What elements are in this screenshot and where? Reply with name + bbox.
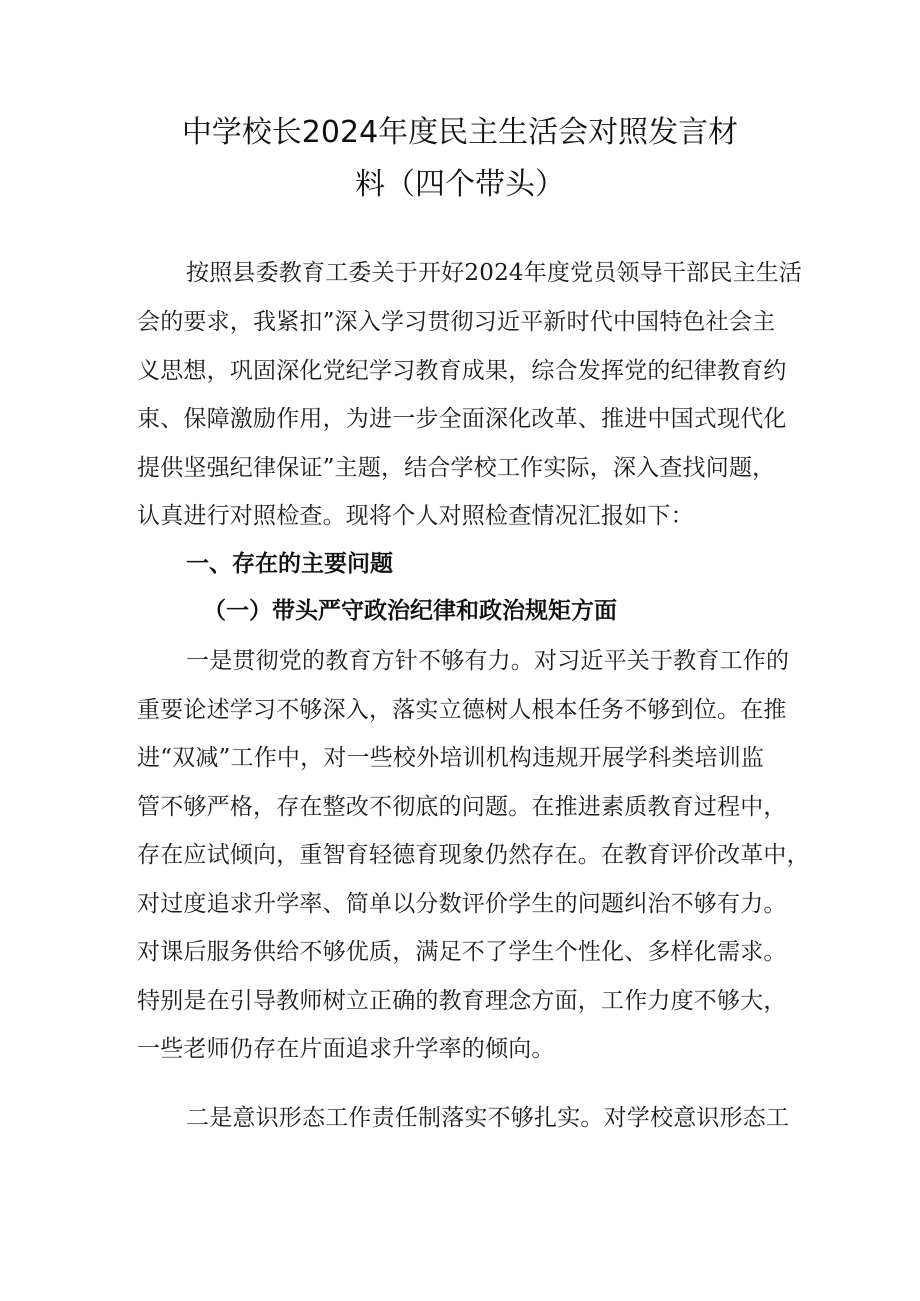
intro-paragraph-line: 提供坚强纪律保证”主题，结合学校工作实际，深入查找问题， — [137, 455, 776, 481]
point-one-line: 一些老师仍存在片面追求升学率的倾向。 — [137, 1036, 555, 1062]
subsection-heading: （一）带头严守政治纪律和政治规矩方面 — [203, 598, 617, 624]
intro-paragraph-line: 认真进行对照检查。现将个人对照检查情况汇报如下： — [137, 503, 694, 529]
intro-paragraph-line: 义思想，巩固深化党纪学习教育成果，综合发挥党的纪律教育约 — [137, 358, 787, 384]
point-one-line: 对课后服务供给不够优质，满足不了学生个性化、多样化需求。 — [137, 939, 787, 965]
intro-paragraph-line: 束、保障激励作用，为进一步全面深化改革、推进中国式现代化 — [137, 406, 787, 432]
section-heading: 一、存在的主要问题 — [186, 551, 393, 577]
point-one-line: 一是贯彻党的教育方针不够有力。对习近平关于教育工作的 — [186, 648, 790, 674]
intro-paragraph-line: 按照县委教育工委关于开好2024年度党员领导干部民主生活 — [186, 260, 803, 286]
point-two-line: 二是意识形态工作责任制落实不够扎实。对学校意识形态工 — [186, 1105, 790, 1131]
point-one-line: 存在应试倾向，重智育轻德育现象仍然存在。在教育评价改革中， — [137, 842, 810, 868]
point-one-line: 特别是在引导教师树立正确的教育理念方面，工作力度不够大， — [137, 988, 787, 1014]
point-one-line: 管不够严格，存在整改不彻底的问题。在推进素质教育过程中， — [137, 794, 787, 820]
intro-paragraph-line: 会的要求，我紧扣”深入学习贯彻习近平新时代中国特色社会主 — [137, 309, 776, 335]
document-title-line-1: 中学校长2024年度民主生活会对照发言材 — [181, 115, 739, 150]
document-title-line-2: 料（四个带头） — [355, 167, 565, 202]
point-one-line: 对过度追求升学率、简单以分数评价学生的问题纠治不够有力。 — [137, 891, 787, 917]
point-one-line: 重要论述学习不够深入，落实立德树人根本任务不够到位。在推 — [137, 697, 787, 723]
point-one-line: 进“双减”工作中，对一些校外培训机构违规开展学科类培训监 — [137, 745, 765, 771]
